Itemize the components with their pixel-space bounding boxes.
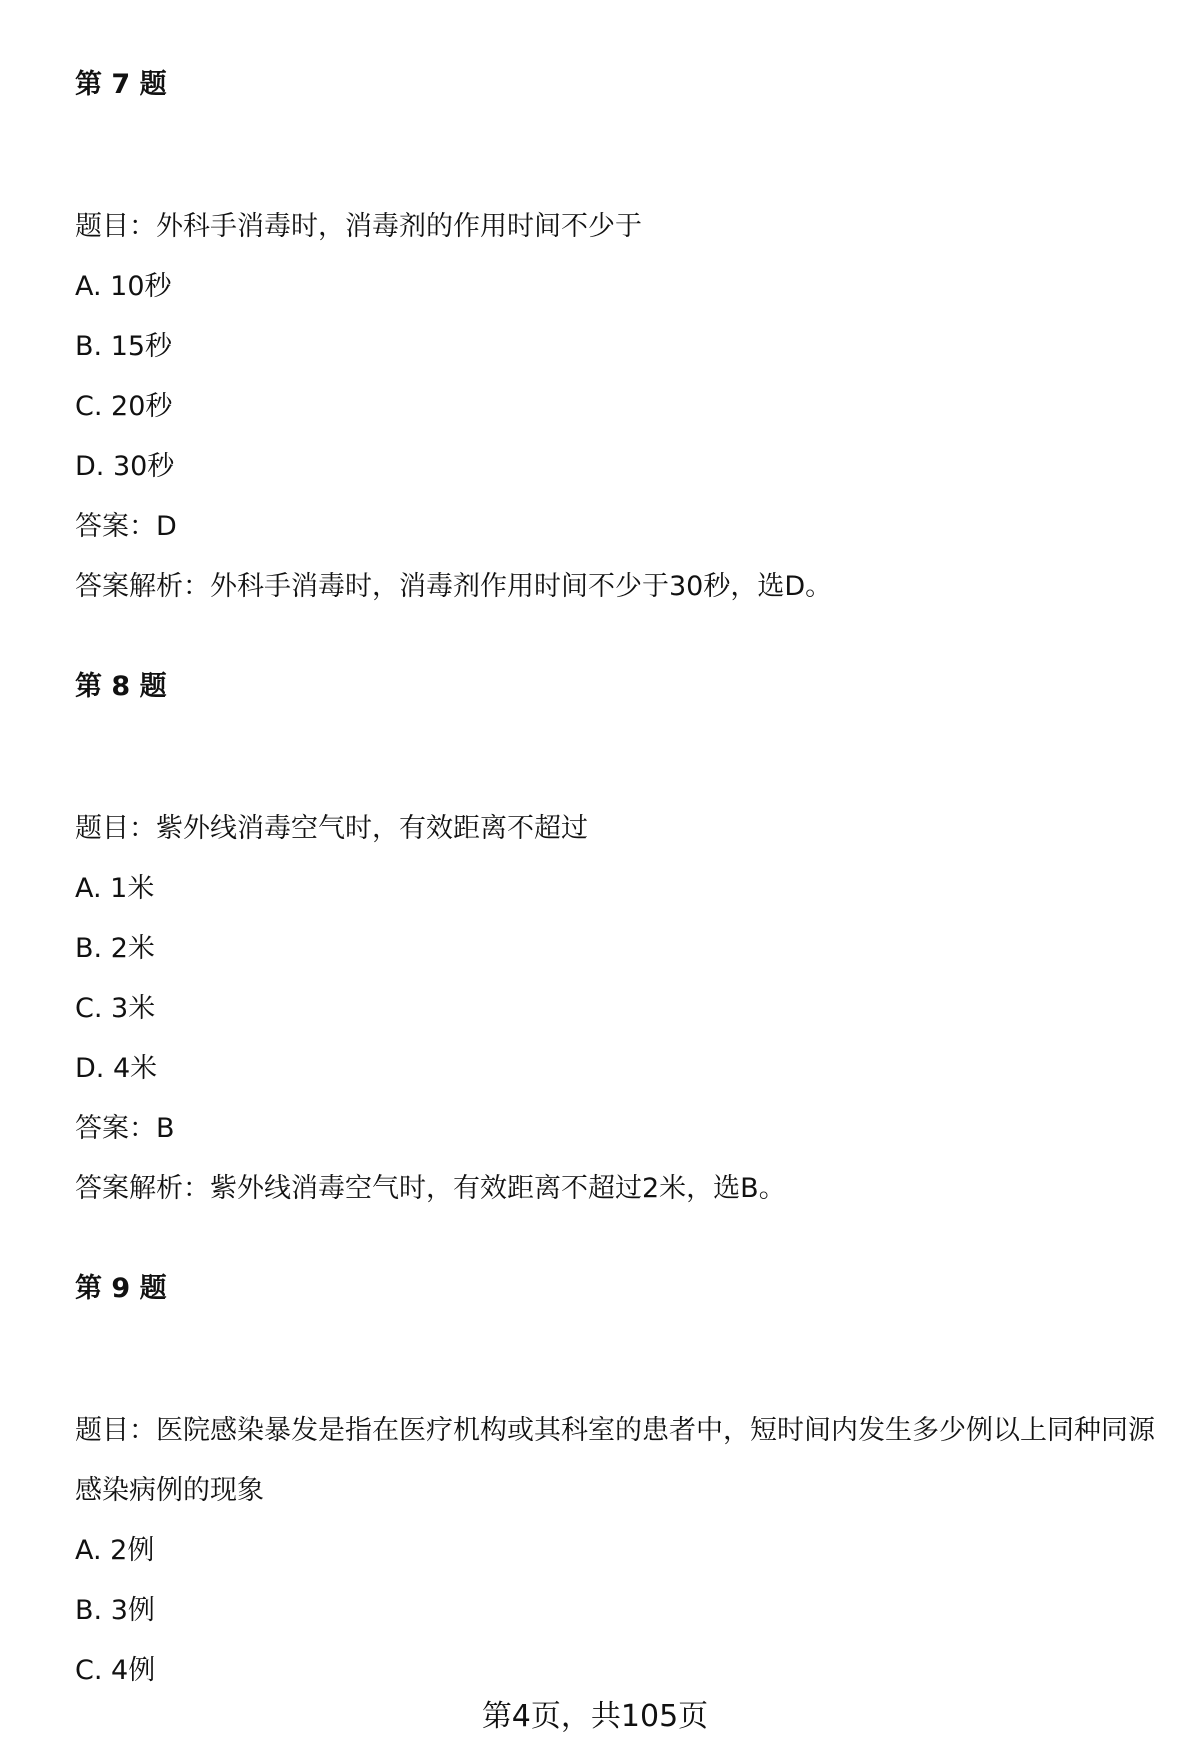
- question-stem: 题目：外科手消毒时，消毒剂的作用时间不少于: [75, 211, 642, 242]
- option-c: C. 4例: [75, 1655, 156, 1686]
- answer: 答案：B: [75, 1113, 175, 1144]
- option-d: D. 4米: [75, 1053, 158, 1084]
- option-a: A. 10秒: [75, 271, 172, 302]
- question-heading: 第 8 题: [75, 671, 167, 702]
- option-b: B. 3例: [75, 1595, 155, 1626]
- question-heading: 第 7 题: [75, 69, 167, 100]
- page-number-footer: 第4页，共105页: [481, 1699, 709, 1734]
- question-stem: 题目：医院感染暴发是指在医疗机构或其科室的患者中，短时间内发生多少例以上同种同源感染病例的现象: [75, 1415, 1155, 1506]
- option-b: B. 15秒: [75, 331, 173, 362]
- answer: 答案：D: [75, 511, 177, 542]
- question-8: [75, 667, 1165, 1219]
- answer-explanation: 答案解析：外科手消毒时，消毒剂作用时间不少于30秒，选D。: [75, 571, 833, 602]
- question-7: [75, 65, 1165, 617]
- option-a: A. 2例: [75, 1535, 155, 1566]
- question-heading: 第 9 题: [75, 1273, 167, 1304]
- question-stem: 题目：紫外线消毒空气时，有效距离不超过: [75, 813, 588, 844]
- option-d: D. 30秒: [75, 451, 175, 482]
- option-c: C. 20秒: [75, 391, 173, 422]
- answer-explanation: 答案解析：紫外线消毒空气时，有效距离不超过2米，选B。: [75, 1173, 786, 1204]
- option-b: B. 2米: [75, 933, 155, 964]
- option-a: A. 1米: [75, 873, 155, 904]
- option-c: C. 3米: [75, 993, 156, 1024]
- question-9: [75, 1269, 1165, 1701]
